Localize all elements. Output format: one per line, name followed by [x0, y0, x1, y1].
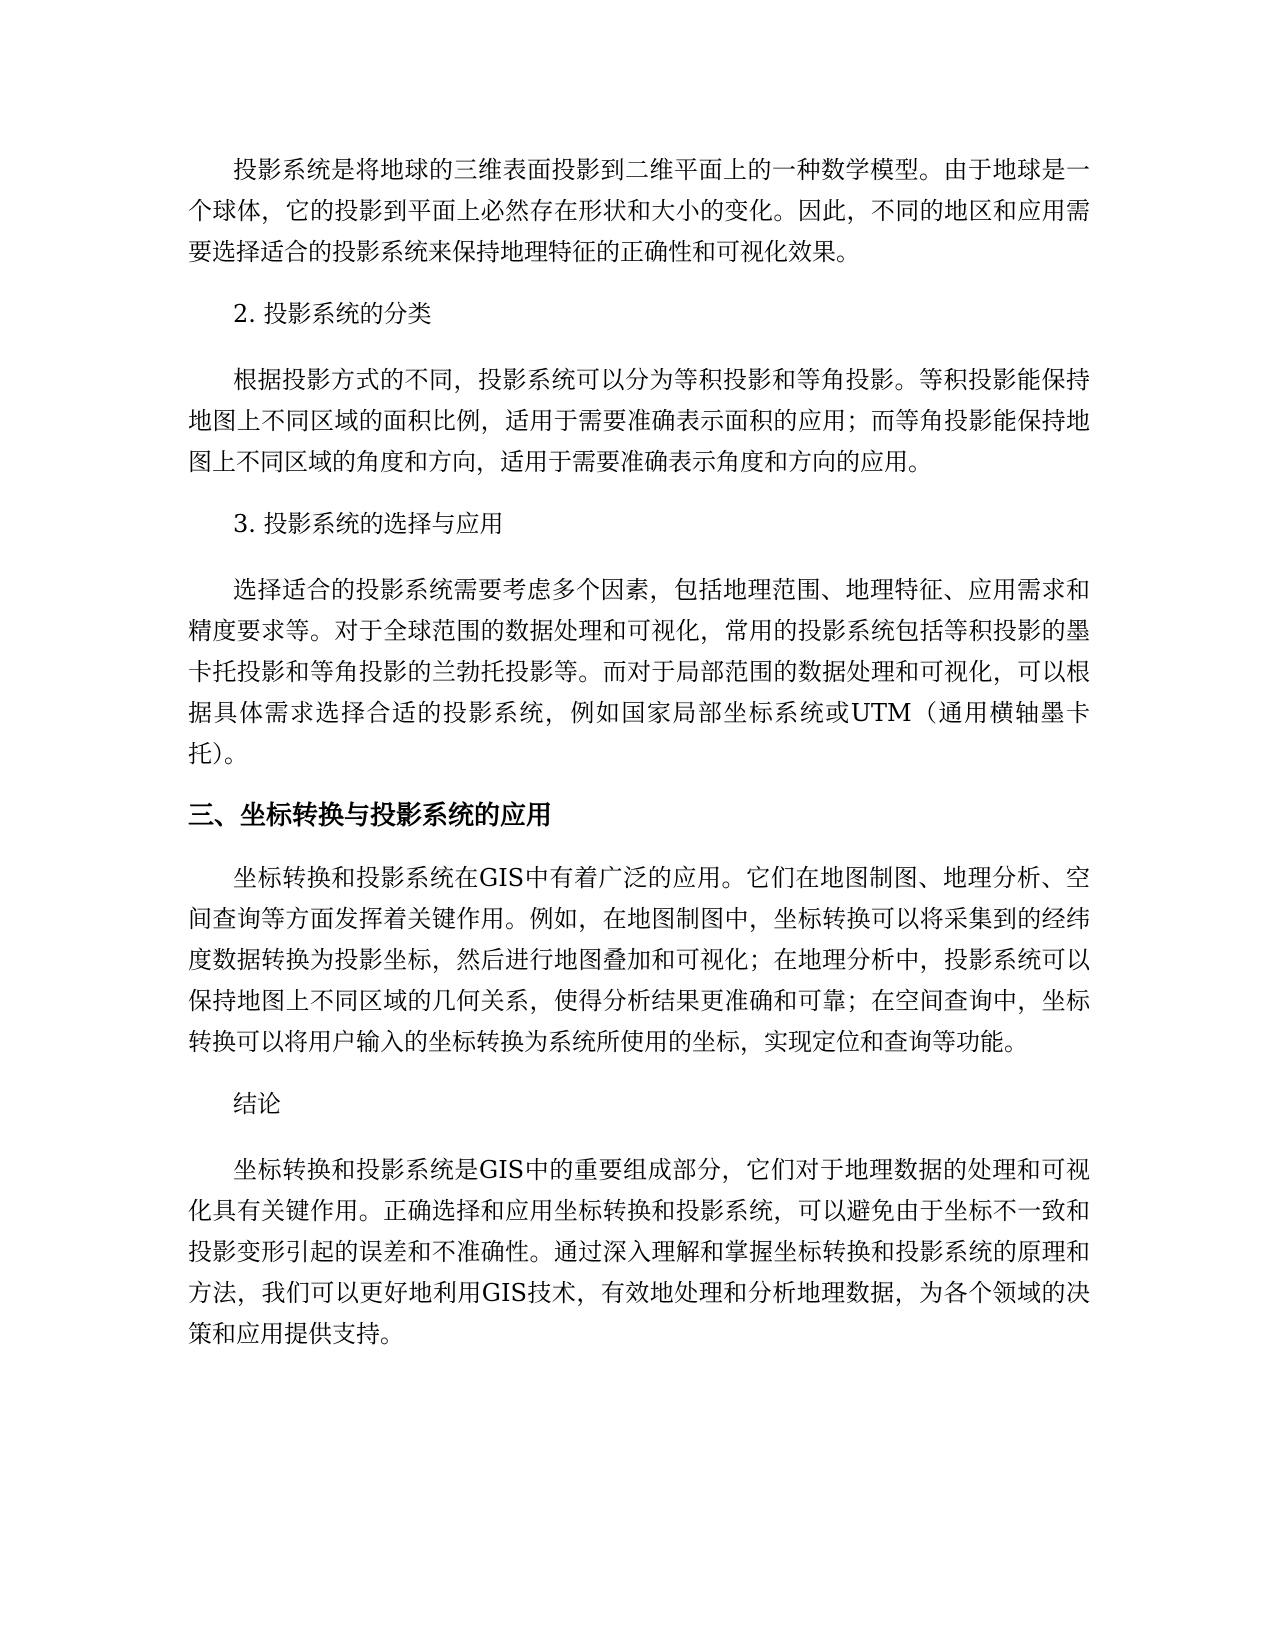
section-heading-applications: 三、坐标转换与投影系统的应用	[188, 801, 553, 831]
paragraph-conclusion: 坐标转换和投影系统是GIS中的重要组成部分，它们对于地理数据的处理和可视化具有关键作用。正确选择和应用坐标转换和投影系统，可以避免由于坐标不一致和投影变形引起的误差和不准确性。通过深入理解和掌握坐标转换和投影系统的原理和方法，我们可以更好地利用GIS技术，有效地处理和分析地理数据，为各个领域的决策和应用提供支持。	[188, 1156, 1090, 1348]
paragraph-applications: 坐标转换和投影系统在GIS中有着广泛的应用。它们在地图制图、地理分析、空间查询等方面发挥着关键作用。例如，在地图制图中，坐标转换可以将采集到的经纬度数据转换为投影坐标，然后进行地图叠加和可视化；在地理分析中，投影系统可以保持地图上不同区域的几何关系，使得分析结果更准确和可靠；在空间查询中，坐标转换可以将用户输入的坐标转换为系统所使用的坐标，实现定位和查询等功能。	[188, 864, 1090, 1056]
paragraph-projection-intro: 投影系统是将地球的三维表面投影到二维平面上的一种数学模型。由于地球是一个球体，它的投影到平面上必然存在形状和大小的变化。因此，不同的地区和应用需要选择适合的投影系统来保持地理特征的正确性和可视化效果。	[188, 156, 1090, 266]
paragraph-projection-classification: 根据投影方式的不同，投影系统可以分为等积投影和等角投影。等积投影能保持地图上不同区域的面积比例，适用于需要准确表示面积的应用；而等角投影能保持地图上不同区域的角度和方向，适用于需要准确表示角度和方向的应用。	[188, 366, 1090, 476]
conclusion-label: 结论	[233, 1090, 281, 1118]
document-body	[188, 150, 1090, 1376]
subheading-projection-selection: 3. 投影系统的选择与应用	[233, 510, 504, 538]
paragraph-projection-selection: 选择适合的投影系统需要考虑多个因素，包括地理范围、地理特征、应用需求和精度要求等。对于全球范围的数据处理和可视化，常用的投影系统包括等积投影的墨卡托投影和等角投影的兰勃托投影等。而对于局部范围的数据处理和可视化，可以根据具体需求选择合适的投影系统，例如国家局部坐标系统或UTM（通用横轴墨卡托）。	[188, 576, 1090, 768]
subheading-projection-classification: 2. 投影系统的分类	[233, 300, 432, 328]
